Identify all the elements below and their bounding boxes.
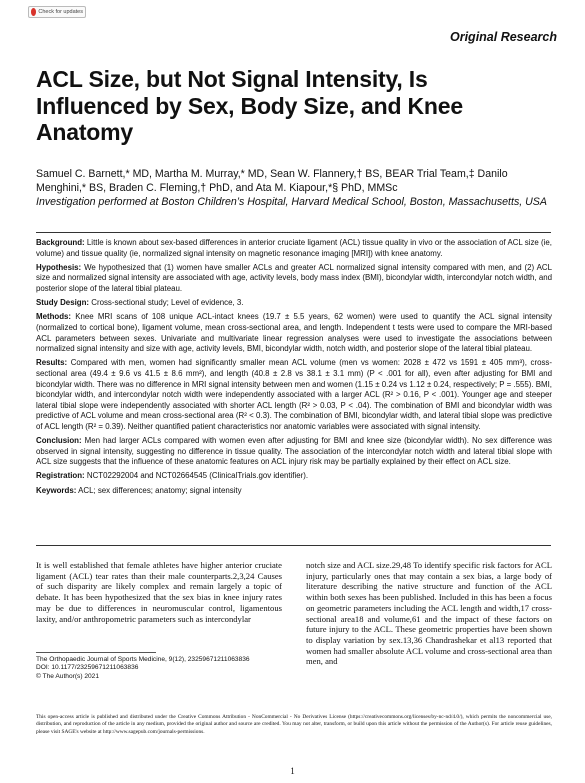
check-for-updates-badge[interactable] <box>28 6 86 18</box>
doi: DOI: 10.1177/23259671211063836 <box>36 664 139 672</box>
abstract-label: Registration: <box>36 471 85 481</box>
badge-label: Check for updates <box>38 9 83 15</box>
abstract-label: Results: <box>36 358 68 368</box>
abstract-study-design <box>36 298 552 309</box>
abstract-text: Men had larger ACLs compared with women even after adjusting for BMI and knee size (bicondylar width). No sex difference was observed in signal intensity, suggesting no difference in tissue quality. The association of the intercondylar notch width and lateral tibial slope with ACL size suggests that the influence of these anatomic features on ACL injury risk may be partially explained by their effect on ACL size. <box>36 436 552 467</box>
abstract-registration <box>36 471 552 482</box>
divider <box>36 232 551 233</box>
abstract-label: Methods: <box>36 312 72 322</box>
abstract-text: We hypothesized that (1) women have smaller ACLs and greater ACL normalized signal intensity compared with men, and (2) ACL size and normalized signal intensity are associated with age, activity levels, body mass index (BMI), bicondylar width, intercondylar notch width, and posterior slope of the lateral tibial plateau. <box>36 262 552 293</box>
section-label: Original Research <box>450 30 557 44</box>
abstract-keywords <box>36 486 552 497</box>
abstract-label: Conclusion: <box>36 436 82 446</box>
abstract-text: Little is known about sex-based differences in anterior cruciate ligament (ACL) tissue quality in vivo or the association of ACL size (ie, volume) and tissue quality (ie, normalized signal intensity on magnetic resonance imaging [MRI]) with knee anatomy. <box>36 238 552 258</box>
abstract-text: Cross-sectional study; Level of evidence, 3. <box>91 298 244 308</box>
author-list: Samuel C. Barnett,* MD, Martha M. Murray,* MD, Sean W. Flannery,† BS, BEAR Trial Team,‡ Danilo Menghini,* BS, Braden C. Fleming,† PhD, and Ata M. Kiapour,*§ PhD, MMSc <box>36 168 508 194</box>
abstract-methods <box>36 312 552 354</box>
copyright: © The Author(s) 2021 <box>36 672 100 680</box>
footnote-divider <box>36 652 156 653</box>
journal-citation: The Orthopaedic Journal of Sports Medicine, 9(12), 23259671211063836 <box>36 656 250 663</box>
update-icon <box>31 8 36 16</box>
abstract-text: Compared with men, women had significantly smaller mean ACL volume (men vs women: 2028 ± 472 vs 1591 ± 405 mm³), cross-sectional area (49.4 ± 9.6 vs 41.5 ± 8.6 mm²), and length (40.8 ± 2.8 vs 38.1 ± 3.1 mm) (P < .001 for all), even after adjusting for BMI and bicondylar width. There was no difference in MRI signal intensity between men and women (1.15 ± 0.24 vs 1.12 ± 0.24, respectively; P = .555). BMI, bicondylar width, and intercondylar notch width were independently associated with a larger ACL (R² > 0.16, P < .001). Younger age and steeper lateral tibial slope were independently associated with shorter ACL length (R² > 0.03, P < .04). The combination of BMI and bicondylar width was predictive of ACL volume and mean cross-sectional area (R² < 0.3). The combination of BMI, bicondylar width, and lateral tibial slope was predictive of ACL length (R² = 0.39). Neither quantified patient characteristics nor anatomic variables were associated with signal intensity. <box>36 358 552 431</box>
abstract-text: NCT02292004 and NCT02664545 (ClinicalTrials.gov identifier). <box>86 471 309 481</box>
article-title: ACL Size, but Not Signal Intensity, Is Influenced by Sex, Body Size, and Knee Anatomy <box>36 66 463 145</box>
abstract-background <box>36 238 552 259</box>
abstract-hypothesis <box>36 263 552 295</box>
abstract-text: ACL; sex differences; anatomy; signal intensity <box>78 485 242 495</box>
body-text-left-column: It is well established that female athletes have higher anterior cruciate ligament (ACL) tear rates than their male counterparts.2,3,24 Causes of such disparity are likely complex and remain largely a topic of debate. It has been hypothesized that the sex bias in knee injury rates may be due to differences in neuromuscular control, ligamentous laxity, and/or anthropometric parameters such as intercondylar <box>36 560 282 624</box>
page-number: 1 <box>290 766 295 776</box>
abstract-results <box>36 358 552 432</box>
abstract-label: Hypothesis: <box>36 262 82 272</box>
abstract-conclusion <box>36 436 552 468</box>
abstract-label: Keywords: <box>36 485 77 495</box>
affiliation: Investigation performed at Boston Children’s Hospital, Harvard Medical School, Boston, Massachusetts, USA <box>36 196 547 208</box>
journal-info <box>36 656 286 681</box>
body-text-right-column: notch size and ACL size.29,48 To identify specific risk factors for ACL injury, particularly ones that may contain a sex bias, a large body of literature describing the native structure and function of the ACL within both sexes has been published. Included in this has been a focus on geometric parameters including the ACL length and width,17 cross-sectional area18 and volume,61 and the impact of these factors on future injury to the ACL. These geometric properties have been shown to display variation by sex.13,36 Chandrashekar et al13 reported that women had smaller absolute ACL volume and cross-sectional area than men, and <box>306 560 552 667</box>
abstract-text: Knee MRI scans of 108 unique ACL-intact knees (19.7 ± 5.5 years, 62 women) were used to quantify the ACL signal intensity (normalized to cortical bone), ligament volume, mean cross-sectional area, and length. Independent t tests were used to compare the MRI-based ACL parameters between sexes. Univariate and multivariate linear regression analyses were used to investigate the associations between normalized signal intensity and size with age, activity levels, BMI, bicondylar width, notch width, and posterior slope of the lateral tibial plateau. <box>36 312 552 354</box>
abstract-label: Study Design: <box>36 298 90 308</box>
license-notice: This open-access article is published and distributed under the Creative Commons Attribution - NonCommercial - No Derivatives License (https://creativecommons.org/licenses/by-nc-nd/4.0/), which permits the noncommercial use, distribution, and reproduction of the article in any medium, provided the original author and source are credited. You may not alter, transform, or build upon this article without the permission of the Author(s). For article reuse guidelines, please visit SAGE's website at http://www.sagepub.com/journals-permissions. <box>36 714 552 735</box>
abstract <box>36 238 552 500</box>
abstract-label: Background: <box>36 238 85 247</box>
divider <box>36 545 551 546</box>
